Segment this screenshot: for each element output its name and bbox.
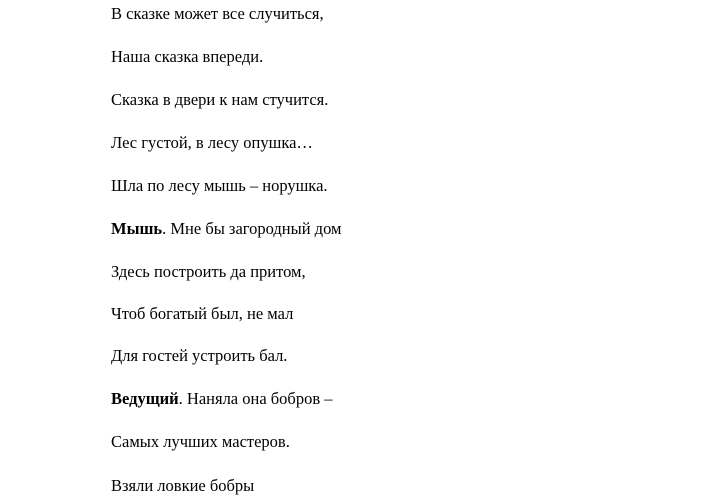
line-text: Взяли ловкие бобры	[111, 476, 255, 495]
poem-line	[111, 176, 328, 196]
line-text: Для гостей устроить бал.	[111, 346, 288, 365]
poem-line	[111, 219, 341, 239]
poem-line	[111, 133, 313, 153]
poem-line	[111, 262, 306, 282]
line-text: Здесь построить да притом,	[111, 262, 306, 281]
line-text: . Наняла она бобров –	[178, 389, 333, 408]
line-text: Лес густой, в лесу опушка…	[111, 133, 313, 152]
line-text: . Мне бы загородный дом	[162, 219, 342, 238]
poem-line	[111, 90, 328, 110]
poem-line	[111, 389, 332, 409]
line-text: Наша сказка впереди.	[111, 47, 264, 66]
line-text: Чтоб богатый был, не мал	[111, 304, 294, 323]
line-text: Самых лучших мастеров.	[111, 432, 290, 451]
poem-line	[111, 47, 263, 67]
poem-line	[111, 476, 254, 496]
speaker-name: Ведущий	[111, 389, 179, 408]
line-text: Сказка в двери к нам стучится.	[111, 90, 329, 109]
poem-line	[111, 4, 324, 24]
speaker-name: Мышь	[111, 219, 163, 238]
line-text: В сказке может все случиться,	[111, 4, 324, 23]
line-text: Шла по лесу мышь – норушка.	[111, 176, 328, 195]
poem-line	[111, 432, 290, 452]
poem-line	[111, 346, 287, 366]
poem-line	[111, 304, 293, 324]
